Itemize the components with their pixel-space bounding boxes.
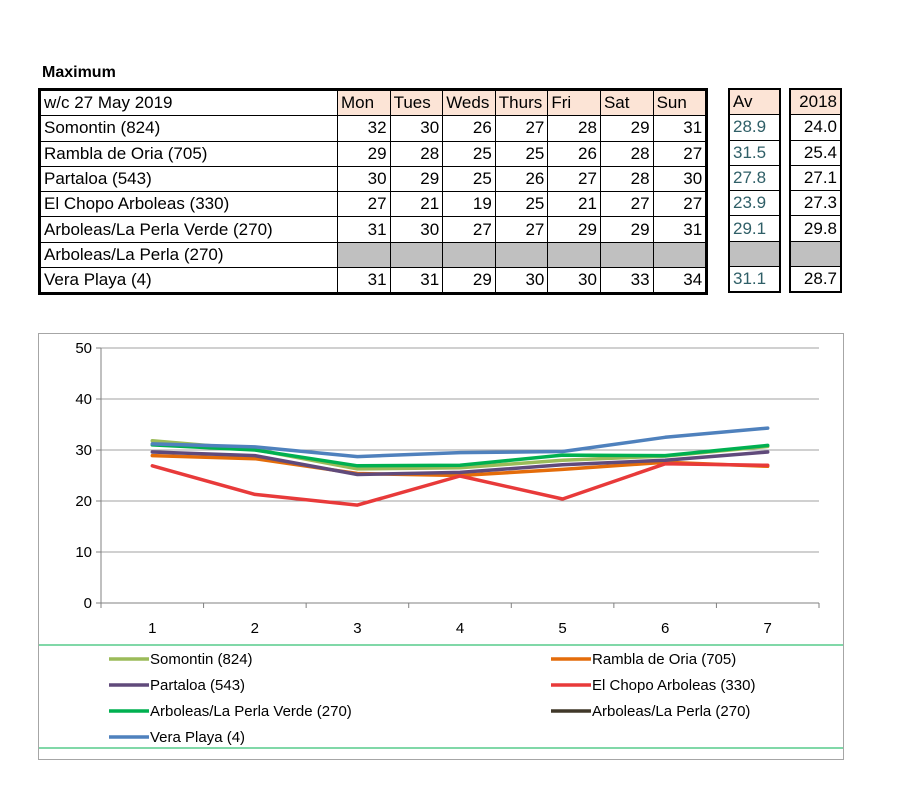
day-value-cell: 25 xyxy=(495,192,548,217)
chart-area xyxy=(38,333,844,760)
x-tick-label: 6 xyxy=(660,620,670,637)
day-value-cell: 27 xyxy=(653,141,707,166)
day-value-cell: 31 xyxy=(390,268,443,294)
day-value-cell: 31 xyxy=(338,268,391,294)
day-value-cell: 21 xyxy=(548,192,601,217)
legend-label: Somontin (824) xyxy=(150,651,253,668)
day-value-cell: 26 xyxy=(495,166,548,191)
y2018-cell: 24.0 xyxy=(790,115,841,140)
day-value-cell: 27 xyxy=(600,192,653,217)
legend-label: Arboleas/La Perla Verde (270) xyxy=(150,703,352,720)
day-value-cell: 21 xyxy=(390,192,443,217)
y2018-cell: 27.1 xyxy=(790,165,841,190)
average-cell xyxy=(729,241,780,266)
y2018-cell: 27.3 xyxy=(790,191,841,216)
table-row xyxy=(40,268,707,294)
x-tick-label: 2 xyxy=(250,620,260,637)
day-value-cell: 30 xyxy=(390,217,443,242)
day-value-cell: 27 xyxy=(548,166,601,191)
legend-label: Vera Playa (4) xyxy=(150,729,246,746)
day-value-cell: 26 xyxy=(548,141,601,166)
table-row xyxy=(40,217,707,242)
y2018-cell: 25.4 xyxy=(790,140,841,165)
day-header-fri: Fri xyxy=(548,90,601,116)
y-tick-label: 40 xyxy=(75,391,92,408)
station-name: Rambla de Oria (705) xyxy=(40,141,338,166)
station-name: Somontin (824) xyxy=(40,116,338,141)
legend-label: Partaloa (543) xyxy=(150,677,246,694)
day-value-cell: 27 xyxy=(443,217,496,242)
day-value-cell: 27 xyxy=(495,116,548,141)
legend-label: Arboleas/La Perla (270) xyxy=(592,703,751,720)
station-name: Vera Playa (4) xyxy=(40,268,338,294)
day-value-cell: 30 xyxy=(390,116,443,141)
day-value-cell xyxy=(548,242,601,267)
station-name: Partaloa (543) xyxy=(40,166,338,191)
average-cell: 28.9 xyxy=(729,115,780,140)
day-value-cell: 32 xyxy=(338,116,391,141)
y-tick-label: 20 xyxy=(75,493,92,510)
table-header-row xyxy=(40,90,707,116)
average-cell: 23.9 xyxy=(729,191,780,216)
y-tick-label: 0 xyxy=(83,595,92,612)
table-row xyxy=(40,166,707,191)
day-value-cell: 31 xyxy=(653,217,707,242)
day-value-cell: 28 xyxy=(600,166,653,191)
average-cell: 31.5 xyxy=(729,140,780,165)
table-row xyxy=(40,141,707,166)
day-value-cell: 27 xyxy=(338,192,391,217)
temperature-table xyxy=(38,88,708,295)
table-row xyxy=(40,192,707,217)
day-value-cell: 25 xyxy=(443,166,496,191)
day-value-cell: 29 xyxy=(390,166,443,191)
y2018-header: 2018 xyxy=(790,89,841,115)
day-value-cell xyxy=(338,242,391,267)
y-tick-label: 30 xyxy=(75,442,92,459)
series-line xyxy=(152,464,767,505)
day-value-cell: 25 xyxy=(443,141,496,166)
day-value-cell: 34 xyxy=(653,268,707,294)
x-tick-label: 4 xyxy=(455,620,465,637)
day-value-cell xyxy=(653,242,707,267)
day-value-cell: 26 xyxy=(443,116,496,141)
day-value-cell: 30 xyxy=(548,268,601,294)
day-value-cell: 27 xyxy=(653,192,707,217)
day-value-cell: 31 xyxy=(653,116,707,141)
day-value-cell: 28 xyxy=(548,116,601,141)
x-tick-label: 7 xyxy=(763,620,772,637)
station-name: El Chopo Arboleas (330) xyxy=(40,192,338,217)
week-label: w/c 27 May 2019 xyxy=(40,90,338,116)
legend-label: El Chopo Arboleas (330) xyxy=(592,677,756,694)
y2018-cell: 28.7 xyxy=(790,267,841,293)
day-value-cell: 29 xyxy=(338,141,391,166)
day-value-cell: 33 xyxy=(600,268,653,294)
day-value-cell: 25 xyxy=(495,141,548,166)
day-value-cell: 31 xyxy=(338,217,391,242)
day-header-weds: Weds xyxy=(443,90,496,116)
y-tick-label: 10 xyxy=(75,544,92,561)
day-value-cell: 28 xyxy=(390,141,443,166)
day-value-cell: 28 xyxy=(600,141,653,166)
day-value-cell: 19 xyxy=(443,192,496,217)
table-heading: Maximum xyxy=(42,64,116,81)
average-cell: 31.1 xyxy=(729,267,780,293)
day-value-cell: 30 xyxy=(495,268,548,294)
average-table xyxy=(728,88,781,293)
x-tick-label: 3 xyxy=(353,620,362,637)
year-2018-table xyxy=(789,88,842,293)
day-value-cell: 29 xyxy=(600,217,653,242)
day-value-cell: 27 xyxy=(495,217,548,242)
y2018-cell xyxy=(790,241,841,266)
y-tick-label: 50 xyxy=(75,340,92,357)
day-value-cell xyxy=(443,242,496,267)
day-value-cell: 29 xyxy=(443,268,496,294)
station-name: Arboleas/La Perla (270) xyxy=(40,242,338,267)
x-tick-label: 5 xyxy=(558,620,567,637)
average-cell: 27.8 xyxy=(729,165,780,190)
day-value-cell xyxy=(495,242,548,267)
table-row xyxy=(40,116,707,141)
av-header: Av xyxy=(729,89,780,115)
station-name: Arboleas/La Perla Verde (270) xyxy=(40,217,338,242)
y2018-cell: 29.8 xyxy=(790,216,841,241)
series-line xyxy=(152,428,767,457)
x-tick-label: 1 xyxy=(148,620,157,637)
average-cell: 29.1 xyxy=(729,216,780,241)
day-value-cell: 29 xyxy=(548,217,601,242)
day-value-cell: 30 xyxy=(338,166,391,191)
day-header-thurs: Thurs xyxy=(495,90,548,116)
legend-label: Rambla de Oria (705) xyxy=(592,651,737,668)
table-row xyxy=(40,242,707,267)
day-header-sat: Sat xyxy=(600,90,653,116)
day-value-cell xyxy=(600,242,653,267)
day-header-mon: Mon xyxy=(338,90,391,116)
day-value-cell: 30 xyxy=(653,166,707,191)
day-header-tues: Tues xyxy=(390,90,443,116)
day-header-sun: Sun xyxy=(653,90,707,116)
day-value-cell: 29 xyxy=(600,116,653,141)
day-value-cell xyxy=(390,242,443,267)
line-chart xyxy=(39,334,843,759)
